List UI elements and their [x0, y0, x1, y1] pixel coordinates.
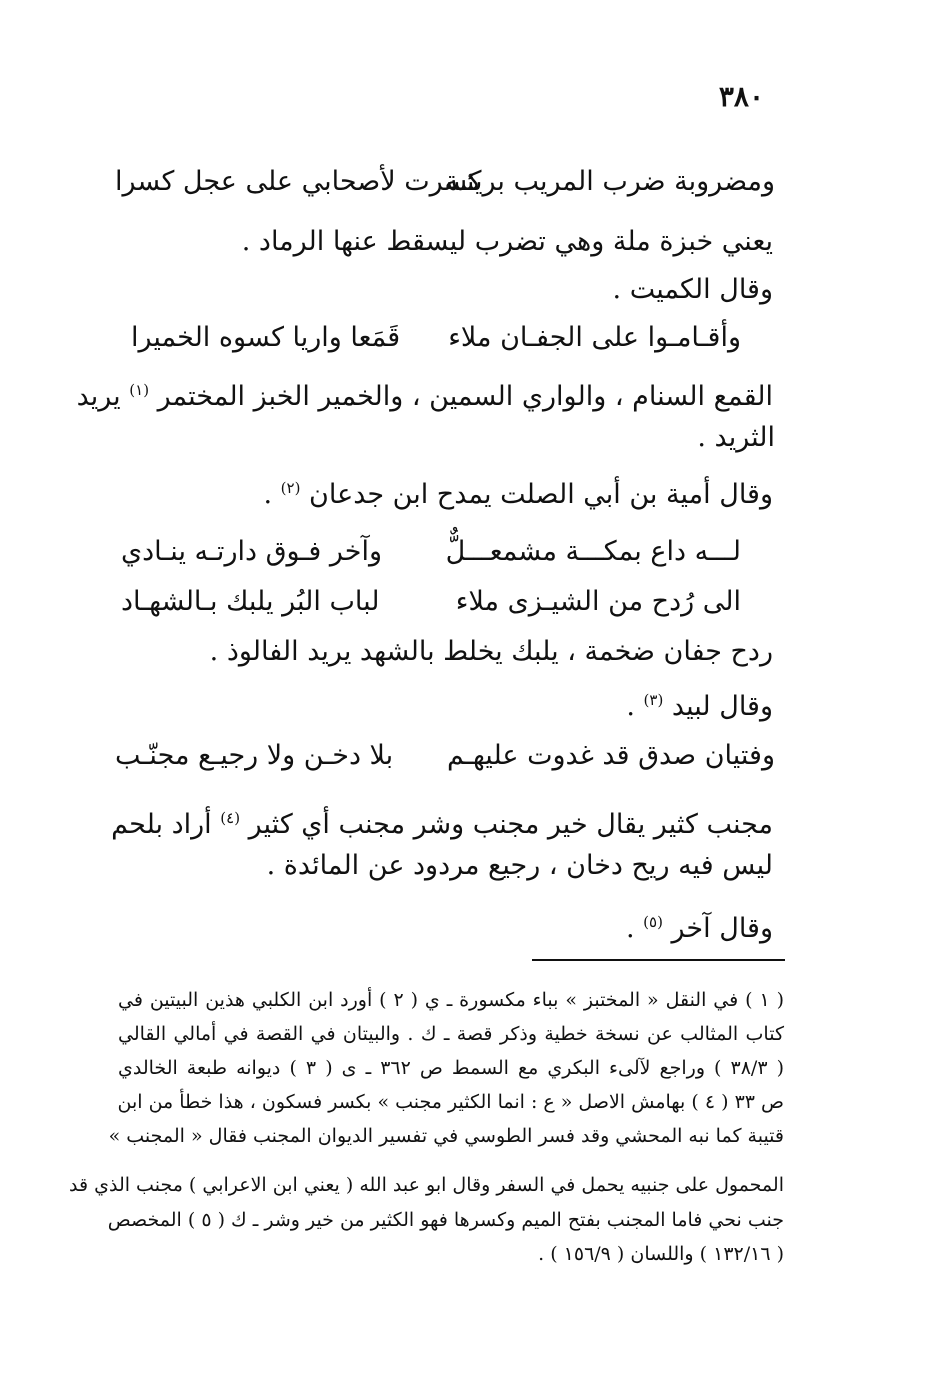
verse-hemistich-left: وآخر فـوق دارتـه ينـادي — [121, 536, 383, 567]
paragraph-line — [626, 902, 773, 942]
paragraph-line — [77, 370, 773, 410]
footnote-marker: (٣) — [643, 691, 664, 709]
paragraph-line: وقال الكميت . — [612, 274, 773, 305]
verse-hemistich-left: لباب البُر يلبك بـالشهـاد — [121, 586, 380, 617]
page-number: ٣٨٠ — [718, 80, 764, 113]
paragraph-line: يعني خبزة ملة وهي تضرب ليسقط عنها الرماد . — [241, 226, 773, 257]
verse-line — [121, 532, 741, 572]
paragraph-text: مجنب كثير يقال خير مجنب وشر مجنب أي كثير — [248, 809, 773, 840]
verse-hemistich-left: كسرت لأصحابي على عجل كسرا — [115, 166, 482, 197]
verse-line — [121, 582, 741, 622]
footnote-marker: (٤) — [220, 809, 241, 827]
verse-hemistich-right: الى رُدح من الشيـزى ملاء — [455, 586, 741, 617]
footnote-marker: (١) — [129, 381, 150, 399]
paragraph-text: وقال آخر — [671, 913, 773, 944]
verse-hemistich-right: وأقـامـوا على الجفـان ملاء — [448, 322, 741, 353]
paragraph-line: ليس فيه ريح دخان ، رجيع مردود عن المائدة . — [266, 850, 773, 881]
paragraph-text: . — [625, 913, 635, 944]
paragraph-text: . — [263, 479, 273, 510]
paragraph-line — [263, 468, 773, 508]
paragraph-text: القمع السنام ، والواري السمين ، والخمير الخبز المختمر — [157, 381, 773, 412]
verse-hemistich-left: قَمَعا واريا كسوه الخميرا — [131, 322, 401, 353]
paragraph-text: وقال لبيد — [671, 691, 773, 722]
paragraph-text: يريد — [76, 381, 121, 412]
footnote-separator — [532, 959, 785, 961]
footnote-line: ( ١٣٢/١٦ ) واللسان ( ١٥٦/٩ ) . — [538, 1243, 784, 1265]
verse-line — [131, 318, 741, 358]
verse-hemistich-right: وفتيان صدق قد غدوت عليهـم — [446, 740, 775, 771]
footnote-line: ص ٣٣ ( ٤ ) بهامش الاصل « ع : انما الكثير مجنب » بكسر فسكون ، هذا خطأ من ابن — [117, 1091, 784, 1113]
paragraph-text: أراد بلحم — [111, 809, 212, 840]
footnote-line: جنب نحي فاما المجنب بفتح الميم وكسرها فهو الكثير من خير وشر ـ ك ( ٥ ) المخصص — [107, 1209, 784, 1231]
footnote-line: قتيبة كما نبه المحشي وقد فسر الطوسي في تفسير الديوان المجنب فقال « المجنب » — [108, 1125, 784, 1147]
verse-hemistich-left: بلا دخـن ولا رجيـع مجنّـب — [115, 740, 394, 771]
paragraph-line — [626, 680, 773, 720]
paragraph-line: ردح جفان ضخمة ، يلبك يخلط بالشهد يريد الفالوذ . — [209, 636, 773, 667]
paragraph-text: وقال أمية بن أبي الصلت يمدح ابن جدعان — [309, 479, 773, 510]
verse-hemistich-right: لـــه داع بمكـــة مشمعـــلٌّ — [445, 536, 741, 567]
footnote-marker: (٥) — [643, 913, 663, 931]
footnote-line: ( ١ ) في النقل « المختبز » بباء مكسورة ـ ي ( ٢ ) أورد ابن الكلبي هذين البيتين في — [118, 989, 784, 1011]
footnote-marker: (٢) — [280, 479, 301, 497]
verse-line — [115, 736, 775, 776]
footnote-line: المحمول على جنبيه يحمل في السفر وقال ابو عبد الله ( يعني ابن الاعرابي ) مجنب الذي قد — [69, 1174, 784, 1196]
footnote-line: ( ٣٨/٣ ) وراجع لآلىء البكري مع السمط ص ٣٦٢ ـ ى ( ٣ ) ديوانه طبعة الخالدي — [118, 1057, 785, 1079]
verse-line — [115, 162, 775, 202]
footnote-line: كتاب المثالب عن نسخة خطية وذكر قصة ـ ك . والبيتان في القصة في أمالي القالي — [118, 1023, 784, 1045]
paragraph-line: الثريد . — [697, 422, 775, 453]
paragraph-line — [111, 798, 773, 838]
paragraph-text: . — [626, 691, 635, 722]
verse-hemistich-right: ومضروبة ضرب المريب بريئـة — [444, 166, 775, 197]
